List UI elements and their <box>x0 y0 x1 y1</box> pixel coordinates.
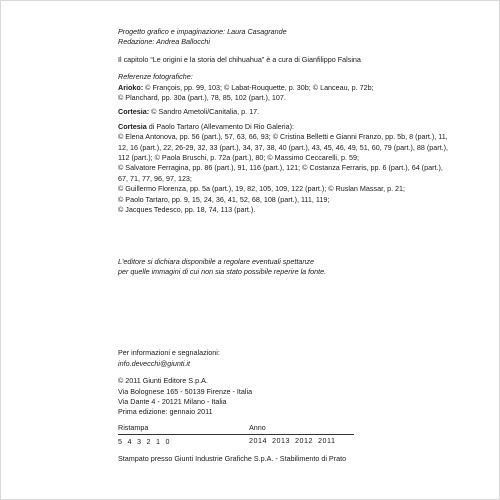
cortesia-text-2: di Paolo Tartaro (Allevamento Di Rio Galeria): <box>146 121 295 131</box>
arioko-text-1: © François, pp. 99, 103; © Labat-Rouquette, p. 30b; © Lanceau, p. 72b; <box>143 82 374 92</box>
anno-number: 2012 <box>295 436 313 445</box>
ristampa-number: 0 <box>165 437 170 446</box>
photo-refs-block <box>118 72 478 215</box>
cortesia-line-2: 12, 16 (part.), 22, 26-29, 32, 33 (part.), 34, 37, 38, 40 (part.), 43, 45, 46, 49, 51, 60, 79 (part.), 88 (part.), <box>118 142 449 152</box>
ristampa-number: 2 <box>146 437 151 446</box>
photo-refs-heading: Referenze fotografiche: <box>118 72 193 82</box>
ristampa-number: 1 <box>156 437 161 446</box>
ristampa-label: Ristampa <box>118 423 149 432</box>
arioko-line-2: © Planchard, pp. 30a (part.), 78, 85, 102 (part.), 107. <box>118 93 286 103</box>
cortesia-text-1: © Sandro Ametoli/Canitalia, p. 17. <box>149 107 260 117</box>
cortesia-line-7: © Paolo Tartaro, pp. 9, 15, 24, 36, 41, 52, 68, 108 (part.), 111, 119; <box>118 194 330 204</box>
editor-note <box>118 257 478 278</box>
ristampa-number: 5 <box>118 437 123 446</box>
reprint-numbers-row <box>118 436 354 447</box>
ristampa-number: 3 <box>137 437 142 446</box>
colophon-content <box>118 27 478 425</box>
contact-block <box>118 348 478 369</box>
reprint-header <box>118 423 354 435</box>
address-milano: Via Dante 4 - 20121 Milano - Italia <box>118 396 227 406</box>
cortesia-ametoli <box>118 107 478 117</box>
copyright-line: © 2011 Giunti Editore S.p.A. <box>118 376 208 386</box>
chapter-note <box>118 55 478 65</box>
address-firenze: Via Bolognese 165 - 50139 Firenze - Italia <box>118 386 253 396</box>
printer-line: Stampato presso Giunti Industrie Grafiche S.p.A. - Stabilimento di Prato <box>118 454 347 463</box>
first-edition: Prima edizione: gennaio 2011 <box>118 407 213 417</box>
design-credit: Progetto grafico e impaginazione: Laura Casagrande <box>118 27 287 36</box>
cortesia-line-5: 67, 71, 77, 96, 97, 123; <box>118 173 192 183</box>
chapter-note-text: Il capitolo “Le origini e la storia del chihuahua” è a cura di Gianfilippo Falsina <box>118 54 361 64</box>
anno-label: Anno <box>249 423 266 432</box>
cortesia-line-8: © Jacques Tedesco, pp. 18, 74, 113 (part.). <box>118 205 256 215</box>
editor-note-line-1: L'editore si dichiara disponibile a regolare eventuali spettanze <box>118 256 314 266</box>
cortesia-label-1: Cortesia: <box>118 107 150 117</box>
cortesia-line-6: © Guillermo Florenza, pp. 5a (part.), 19, 82, 105, 109, 122 (part.); © Ruslan Massar, p. 21; <box>118 184 406 194</box>
contact-label: Per informazioni e segnalazioni: <box>118 348 220 358</box>
ristampa-numbers <box>118 437 170 447</box>
arioko-label: Arioko: <box>118 82 144 92</box>
cortesia-line-1: © Elena Antonova, pp. 56 (part.), 57, 63, 66, 93; © Cristina Belletti e Gianni Franzo, pp. 5b, 8 (part.), 11, <box>118 132 448 142</box>
anno-number: 2011 <box>318 436 336 445</box>
ristampa-number: 4 <box>127 437 132 446</box>
contact-email[interactable]: info.devecchi@giunti.it <box>118 358 191 368</box>
publisher-block <box>118 376 478 418</box>
editor-note-line-2: per quelle immagini di cui non sia stato possibile reperire la fonte. <box>118 266 327 276</box>
credits-block <box>118 27 478 48</box>
cortesia-tartaro-heading <box>118 122 478 132</box>
cortesia-label-2: Cortesia <box>118 121 147 131</box>
reprint-table <box>118 423 354 447</box>
cortesia-line-3: 112 (part.); © Paola Bruschi, p. 72a (part.), 80; © Massimo Ceccarelli, p. 59; <box>118 153 359 163</box>
editorial-credit: Redazione: Andrea Ballocchi <box>118 37 211 47</box>
cortesia-line-4: © Salvatore Ferragina, pp. 86 (part.), 91, 116 (part.), 121; © Costanza Ferraris, pp. 6 (part.), 64 (part.), <box>118 163 443 173</box>
arioko-line-1 <box>118 83 478 93</box>
anno-numbers <box>249 436 354 447</box>
anno-number: 2014 <box>249 436 267 445</box>
anno-number: 2013 <box>272 436 290 445</box>
